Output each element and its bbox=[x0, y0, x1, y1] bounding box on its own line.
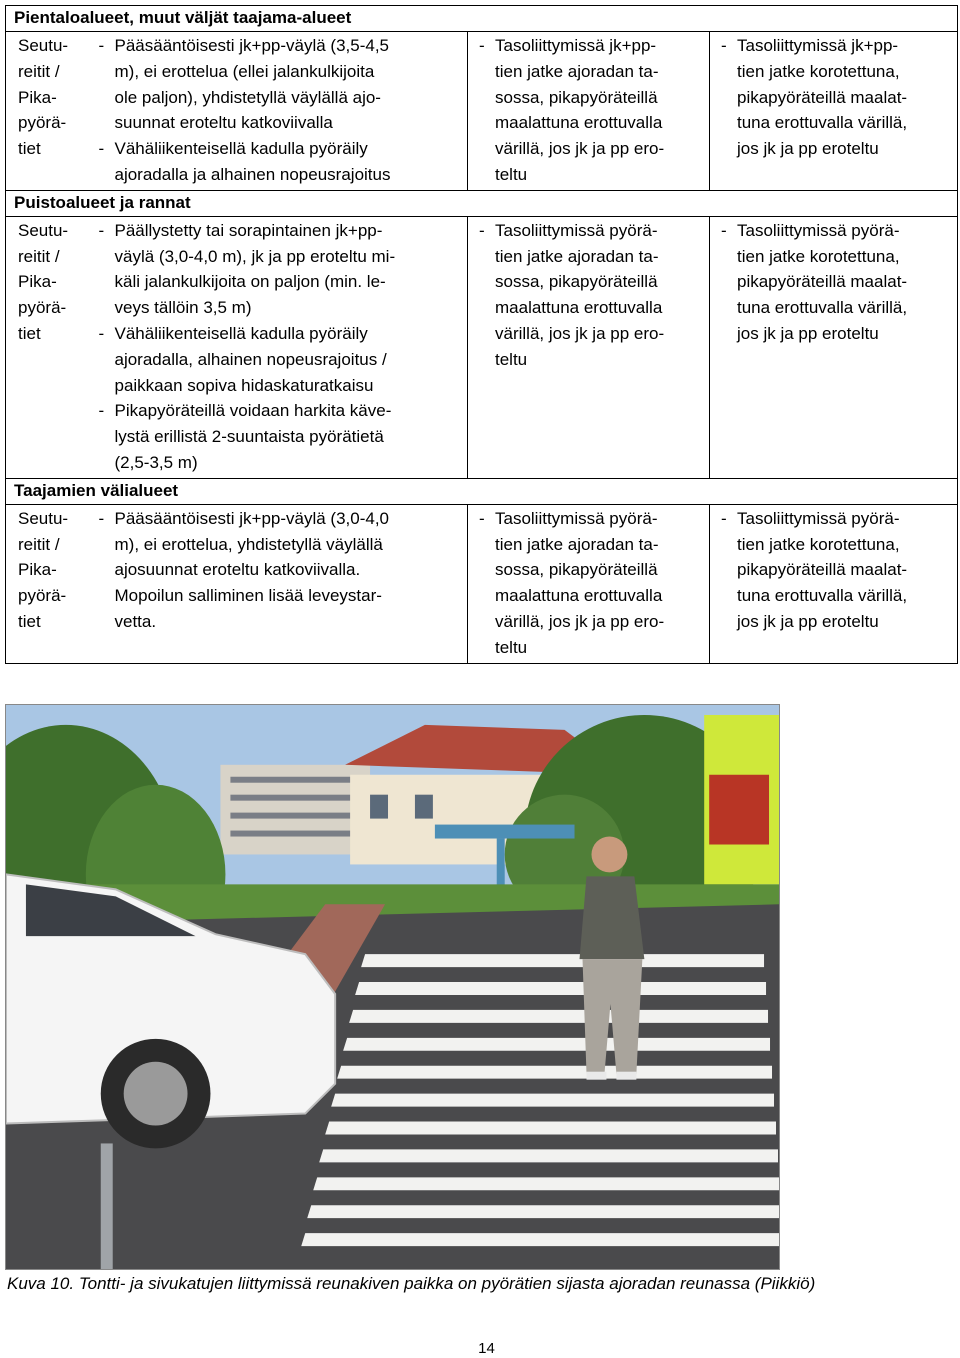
list-item bbox=[96, 321, 460, 398]
text-line: pikapyöräteillä maalat- bbox=[737, 87, 908, 107]
page-number: 14 bbox=[478, 1340, 495, 1357]
text-line: sossa, pikapyöräteillä bbox=[495, 272, 658, 292]
car-rim bbox=[124, 1062, 188, 1126]
text-line: maalattuna erottuvalla bbox=[495, 113, 663, 133]
raised-crossing-cell bbox=[710, 504, 958, 663]
text-line: Pika- bbox=[18, 87, 57, 107]
text-line: maalattuna erottuvalla bbox=[495, 298, 663, 318]
text-line: m), ei erottelua (ellei jalankulkijoita bbox=[114, 61, 375, 81]
text-line: Seutu- bbox=[18, 220, 69, 240]
list-item bbox=[476, 218, 701, 373]
sign-display bbox=[709, 775, 769, 845]
text-line: värillä, jos jk ja pp ero- bbox=[495, 611, 665, 631]
crossing-list bbox=[476, 506, 701, 661]
crossing-stripe bbox=[355, 982, 766, 995]
guideline-table-body bbox=[6, 6, 958, 664]
text-line: pyörä- bbox=[18, 298, 67, 318]
text-line: tien jatke ajoradan ta- bbox=[495, 534, 659, 554]
list-item bbox=[718, 33, 949, 162]
sign-pole bbox=[101, 1143, 113, 1269]
text-line: tiet bbox=[18, 139, 41, 159]
figure-caption: Kuva 10. Tontti- ja sivukatujen liittymissä reunakiven paikka on pyörätien sijasta ajoradan reunassa (Piikkiö) bbox=[7, 1274, 816, 1293]
crossing-stripe bbox=[301, 1233, 779, 1246]
list-item bbox=[96, 398, 460, 475]
route-guideline-cell bbox=[93, 32, 468, 191]
route-guideline-cell bbox=[93, 504, 468, 663]
text-line: värillä, jos jk ja pp ero- bbox=[495, 323, 665, 343]
crossing-stripe bbox=[337, 1066, 772, 1079]
section-heading: Taajamien välialueet bbox=[6, 478, 958, 504]
text-line: - Päällystetty tai sorapintainen jk+pp- bbox=[114, 220, 383, 240]
crossing-stripe bbox=[319, 1149, 778, 1162]
text-line: reitit / bbox=[18, 246, 60, 266]
route-guideline-cell bbox=[93, 216, 468, 478]
raised-crossing-cell bbox=[710, 32, 958, 191]
route-category-cell bbox=[6, 32, 93, 191]
text-line: tuna erottuvalla värillä, bbox=[737, 586, 908, 606]
raised-crossing-cell bbox=[710, 216, 958, 478]
street-crossing-photo bbox=[5, 704, 780, 1270]
text-line: maalattuna erottuvalla bbox=[495, 586, 663, 606]
photo-illustration bbox=[6, 705, 779, 1269]
text-line: - Pääsääntöisesti jk+pp-väylä (3,0-4,0 bbox=[114, 508, 390, 528]
section-heading-row bbox=[6, 190, 958, 216]
crossing-list bbox=[476, 33, 701, 188]
list-item bbox=[96, 33, 460, 136]
guideline-list bbox=[96, 218, 460, 476]
text-line: ajosuunnat eroteltu katkoviivalla. bbox=[114, 560, 361, 580]
guideline-table bbox=[5, 5, 958, 664]
text-line: - Vähäliikenteisellä kadulla pyöräily bbox=[114, 139, 368, 159]
section-heading: Pientaloalueet, muut väljät taajama-alueet bbox=[6, 6, 958, 32]
text-line: jos jk ja pp eroteltu bbox=[737, 611, 879, 631]
section-content-row bbox=[6, 504, 958, 663]
list-item bbox=[476, 506, 701, 661]
text-line: jos jk ja pp eroteltu bbox=[737, 139, 879, 159]
text-line: tiet bbox=[18, 611, 41, 631]
text-line: reitit / bbox=[18, 61, 60, 81]
crossing-stripe bbox=[349, 1010, 768, 1023]
text-line: Pika- bbox=[18, 272, 57, 292]
text-line: tien jatke korotettuna, bbox=[737, 61, 900, 81]
text-line: Seutu- bbox=[18, 508, 69, 528]
at-grade-crossing-cell bbox=[468, 504, 710, 663]
section-content-row bbox=[6, 32, 958, 191]
text-line: tien jatke ajoradan ta- bbox=[495, 246, 659, 266]
text-line: veys tällöin 3,5 m) bbox=[114, 298, 252, 318]
text-line: jos jk ja pp eroteltu bbox=[737, 323, 879, 343]
text-line: teltu bbox=[495, 349, 528, 369]
text-line: pikapyöräteillä maalat- bbox=[737, 272, 908, 292]
text-line: paikkaan sopiva hidaskaturatkaisu bbox=[114, 375, 374, 395]
text-line: - Tasoliittymissä pyörä- bbox=[495, 508, 658, 528]
crossing-stripe bbox=[331, 1094, 774, 1107]
text-line: - Tasoliittymissä jk+pp- bbox=[495, 36, 657, 55]
list-item bbox=[96, 218, 460, 321]
text-line: - Tasoliittymissä pyörä- bbox=[737, 220, 900, 240]
text-line: pyörä- bbox=[18, 113, 67, 133]
text-line: tien jatke ajoradan ta- bbox=[495, 61, 659, 81]
text-line: Mopoilun salliminen lisää leveystar- bbox=[114, 586, 382, 606]
text-line: tuna erottuvalla värillä, bbox=[737, 298, 908, 318]
raised-crossing-list bbox=[718, 218, 949, 347]
at-grade-crossing-cell bbox=[468, 216, 710, 478]
crossing-stripe bbox=[307, 1205, 779, 1218]
text-line: m), ei erottelua, yhdistetyllä väylällä bbox=[114, 534, 383, 554]
text-line: - Vähäliikenteisellä kadulla pyöräily bbox=[114, 323, 368, 343]
bus-shelter-roof bbox=[435, 825, 575, 839]
text-line: tien jatke korotettuna, bbox=[737, 534, 900, 554]
section-heading-row bbox=[6, 478, 958, 504]
guideline-list bbox=[96, 506, 460, 635]
text-line: ajoradalla, alhainen nopeusrajoitus / bbox=[114, 349, 387, 369]
crossing-stripe bbox=[313, 1177, 779, 1190]
list-item bbox=[718, 506, 949, 635]
section-content-row bbox=[6, 216, 958, 478]
list-item bbox=[96, 506, 460, 635]
text-line: sossa, pikapyöräteillä bbox=[495, 560, 658, 580]
text-line: käli jalankulkijoita on paljon (min. le- bbox=[114, 272, 386, 292]
raised-crossing-list bbox=[718, 506, 949, 635]
text-line: tuna erottuvalla värillä, bbox=[737, 113, 908, 133]
route-category-cell bbox=[6, 216, 93, 478]
raised-crossing-list bbox=[718, 33, 949, 162]
route-category-cell bbox=[6, 504, 93, 663]
at-grade-crossing-cell bbox=[468, 32, 710, 191]
text-line: lystä erillistä 2-suuntaista pyörätietä bbox=[114, 427, 384, 447]
crossing-stripe bbox=[343, 1038, 770, 1051]
crossing-stripe bbox=[361, 954, 764, 967]
text-line: tiet bbox=[18, 323, 41, 343]
text-line: - Tasoliittymissä jk+pp- bbox=[737, 36, 899, 55]
text-line: teltu bbox=[495, 164, 528, 184]
crossing-list bbox=[476, 218, 701, 373]
text-line: pikapyöräteillä maalat- bbox=[737, 560, 908, 580]
text-line: Seutu- bbox=[18, 36, 69, 55]
text-line: - Pääsääntöisesti jk+pp-väylä (3,5-4,5 bbox=[114, 36, 390, 55]
text-line: ajoradalla ja alhainen nopeusrajoitus bbox=[114, 164, 391, 184]
text-line: suunnat eroteltu katkoviivalla bbox=[114, 113, 333, 133]
text-line: teltu bbox=[495, 637, 528, 657]
section-heading: Puistoalueet ja rannat bbox=[6, 190, 958, 216]
text-line: reitit / bbox=[18, 534, 60, 554]
text-line: vetta. bbox=[114, 611, 157, 631]
text-line: värillä, jos jk ja pp ero- bbox=[495, 139, 665, 159]
list-item bbox=[718, 218, 949, 347]
text-line: pyörä- bbox=[18, 586, 67, 606]
text-line: Pika- bbox=[18, 560, 57, 580]
text-line: - Pikapyöräteillä voidaan harkita käve- bbox=[114, 401, 392, 421]
text-line: - Tasoliittymissä pyörä- bbox=[495, 220, 658, 240]
list-item bbox=[476, 33, 701, 188]
section-heading-row bbox=[6, 6, 958, 32]
guideline-list bbox=[96, 33, 460, 188]
text-line: sossa, pikapyöräteillä bbox=[495, 87, 658, 107]
text-line: ole paljon), yhdistetyllä väylällä ajo- bbox=[114, 87, 381, 107]
list-item bbox=[96, 136, 460, 188]
text-line: - Tasoliittymissä pyörä- bbox=[737, 508, 900, 528]
text-line: väylä (3,0-4,0 m), jk ja pp eroteltu mi- bbox=[114, 246, 396, 266]
crossing-stripe bbox=[325, 1122, 776, 1135]
text-line: (2,5-3,5 m) bbox=[114, 452, 198, 472]
text-line: tien jatke korotettuna, bbox=[737, 246, 900, 266]
